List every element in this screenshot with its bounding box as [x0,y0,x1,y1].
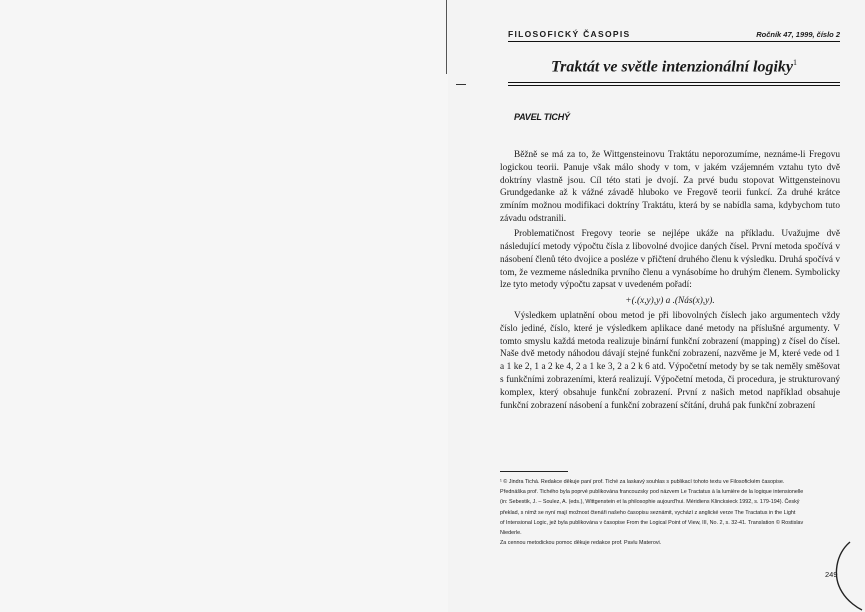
running-header [508,29,840,42]
footnote-line: překlad, s nímž se nyní mají možnost čtenáři našeho časopisu seznámit, vychází z anglické verze The Tractatus in the Light [500,509,796,516]
journal-name: FILOSOFICKÝ ČASOPIS [508,29,631,39]
scan-mark [456,84,466,85]
footnote [500,477,840,548]
footnote-rule [500,471,568,472]
footnote-line: Niederle. [500,530,522,537]
paragraph-3: Výsledkem uplatnění obou metod je při libovolných číslech jako argumentech vždy číslo jediné, číslo, které je výsledkem aplikace dané metody na příslušné argumenty. V tomto smyslu každá metoda realizuje binární funkční zobrazení (mapping) z čísel do čísel. Naše dvě metody náhodou dávají stejné funkční zobrazení, nazvěme je M, které vede od 1 a 1 ke 2, 1 a 2 ke 4, 2 a 1 ke 3, 2 a 2 k 6 atd. Výpočetní metody by se tak neměly směšovat s funkčními zobrazeními, která realizují. Výpočetní metoda, či procedura, je strukturovaný komplex, který obsahuje funkční zobrazení. První z našich metod například obsahuje funkční zobrazení násobení a funkční zobrazení sčítání, druhá pak funkční zobrazení [500,311,840,411]
footnote-line: Přednáška prof. Tichého byla poprvé publikována francouzsky pod názvem Le Tractatus à la lumière de la logique intensionelle [500,489,804,496]
formula: +(.(x,y),y) a .(Nás(x),y). [625,295,715,306]
paragraph-2: Problematičnost Fregovy teorie se nejlépe ukáže na příkladu. Uvažujme dvě následující metody výpočtu čísla z libovolné dvojice daných čísel. První metoda spočívá v násobení členů této dvojice a posléze v přičtení druhého členu k výsledku. Druhá spočívá v tom, že vezmeme následníka prvního členu a vynásobíme ho druhým členem. Symbolicky lze tyto metody výpočtu zapsat v uvedeném pořadí: [500,229,840,291]
binding-gutter-line [446,0,447,74]
article-title [508,58,840,76]
title-footnote-mark: 1 [793,58,798,67]
page-number: 249 [825,570,838,579]
footnote-copyright: ¹ © Jindra Tichá. Redakce děkuje paní prof. Tiché za laskavý souhlas s publikací tohoto textu ve Filosofickém časopise. [500,479,785,485]
article-title-text: Traktát ve světle intenzionální logiky [550,58,794,76]
author-name: PAVEL TICHÝ [514,112,570,122]
title-rule-upper [508,82,840,83]
issue-info: Ročník 47, 1999, číslo 2 [756,30,840,39]
footnote-acknowledgement: Za cennou metodickou pomoc děkuje redakce prof. Pavlu Materovi. [500,540,662,547]
title-rule-lower [508,85,840,86]
article-body [500,149,840,415]
footnote-line: (in: Sebestik, J. – Soulez, A. (eds.), Wittgenstein et la philosophie aujourd'hui. Méridiens Klincksieck 1992, s. 179-194). Český [500,499,800,506]
footnote-line: of Intensional Logic, jež byla publikována v časopise From the Logical Point of View, III, No. 2, s. 32-41. Translation © Rostislav [500,519,804,526]
paragraph-1: Běžně se má za to, že Wittgensteinovu Traktátu neporozumíme, neznáme-li Fregovu logickou teorii. Panuje však málo shody v tom, v jakém vzájemném vztahu tyto dvě doktríny vlastně jsou. Cíl této stati je dvojí. Za prvé budu stopovat Wittgensteinovu Grundgedanke až k vážné závadě hluboko ve Fregově teorii funkcí. Za druhé krátce zmíním možnou modifikaci doktríny Traktátu, která by se nabídla sama, kdybychom tuto závadu odstranili. [500,150,840,224]
